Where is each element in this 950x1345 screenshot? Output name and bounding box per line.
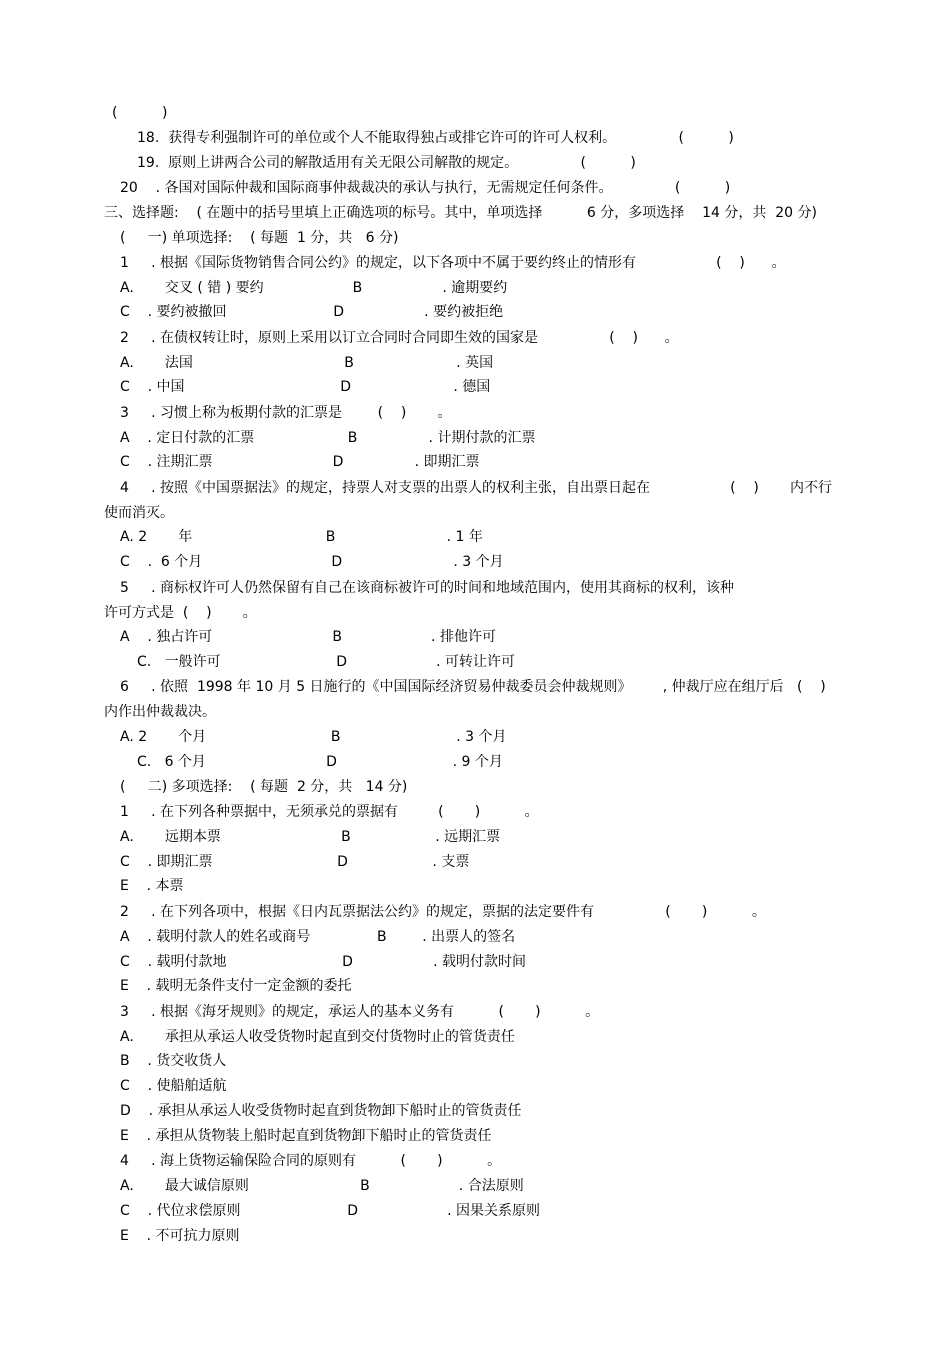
option-line: E . 承担从货物装上船时起直到货物卸下船时止的管货责任 xyxy=(120,1128,492,1144)
option-line: C . 代位求偿原则 D . 因果关系原则 xyxy=(120,1203,540,1219)
question-stem: 1 . 在下列各种票据中，无须承兑的票据有 ( ) 。 xyxy=(120,804,539,820)
text-line: ( ) xyxy=(112,105,168,121)
question-stem: 2 . 在下列各项中，根据《日内瓦票据法公约》的规定，票据的法定要件有 ( ) 。 xyxy=(120,904,766,920)
question-stem-continued: 许可方式是 ( ) 。 xyxy=(104,605,257,621)
option-line: A. 最大诚信原则 B . 合法原则 xyxy=(120,1178,524,1194)
question-stem: 1 . 根据《国际货物销售合同公约》的规定，以下各项中不属于要约终止的情形有 ( ) 。 xyxy=(120,255,786,271)
option-line: A. 2 年 B . 1 年 xyxy=(120,529,483,545)
option-line: A. 交叉 ( 错 ) 要约 B . 逾期要约 xyxy=(120,280,508,296)
option-line: B . 货交收货人 xyxy=(120,1053,227,1069)
question-stem: 4 . 海上货物运输保险合同的原则有 ( ) 。 xyxy=(120,1153,502,1169)
question-stem-continued: 内作出仲裁裁决。 xyxy=(104,704,216,720)
option-line: C . 即期汇票 D . 支票 xyxy=(120,854,470,870)
question-stem: 5 . 商标权许可人仍然保留有自己在该商标被许可的时间和地域范围内，使用其商标的权利，该种 xyxy=(120,580,735,596)
question-stem: 2 . 在债权转让时，原则上采用以订立合同时合同即生效的国家是 ( ) 。 xyxy=(120,330,679,346)
option-line: C . 要约被撤回 D . 要约被拒绝 xyxy=(120,304,504,320)
option-line: C. 6 个月 D . 9 个月 xyxy=(137,754,503,770)
question-stem: 4 . 按照《中国票据法》的规定，持票人对支票的出票人的权利主张，自出票日起在 ( ) 内不行 xyxy=(120,480,833,496)
option-line: A . 载明付款人的姓名或商号 B . 出票人的签名 xyxy=(120,929,516,945)
option-line: A . 独占许可 B . 排他许可 xyxy=(120,629,496,645)
text-line: 18. 获得专利强制许可的单位或个人不能取得独占或排它许可的许可人权利。 ( ) xyxy=(137,130,734,146)
option-line: A . 定日付款的汇票 B . 计期付款的汇票 xyxy=(120,430,536,446)
option-line: E . 载明无条件支付一定金额的委托 xyxy=(120,978,352,994)
section-heading: 三、选择题: ( 在题中的括号里填上正确选项的标号。其中，单项选择 6 分，多项选择 14 分，共 20 分) xyxy=(104,205,817,221)
text-line: 19. 原则上讲两合公司的解散适用有关无限公司解散的规定。 ( ) xyxy=(137,155,636,171)
option-line: C. 一般许可 D . 可转让许可 xyxy=(137,654,515,670)
option-line: D . 承担从承运人收受货物时起直到货物卸下船时止的管货责任 xyxy=(120,1103,522,1119)
question-stem: 3 . 习惯上称为板期付款的汇票是 ( ) 。 xyxy=(120,405,452,421)
option-line: A. 远期本票 B . 远期汇票 xyxy=(120,829,501,845)
subsection-heading: ( 二) 多项选择: ( 每题 2 分，共 14 分) xyxy=(120,779,408,795)
option-line: C . 载明付款地 D . 载明付款时间 xyxy=(120,954,526,970)
option-line: E . 本票 xyxy=(120,878,184,894)
option-line: C . 中国 D . 德国 xyxy=(120,379,491,395)
option-line: C . 注期汇票 D . 即期汇票 xyxy=(120,454,480,470)
text-line: 20 . 各国对国际仲裁和国际商事仲裁裁决的承认与执行，无需规定任何条件。 ( ) xyxy=(120,180,731,196)
question-stem: 6 . 依照 1998 年 10 月 5 日施行的《中国国际经济贸易仲裁委员会仲裁规则》 , 仲裁厅应在组厅后 ( ) xyxy=(120,679,826,695)
option-line: A. 法国 B . 英国 xyxy=(120,355,494,371)
option-line: A. 2 个月 B . 3 个月 xyxy=(120,729,507,745)
option-line: C . 使船舶适航 xyxy=(120,1078,227,1094)
option-line: E . 不可抗力原则 xyxy=(120,1228,240,1244)
question-stem-continued: 使而消灭。 xyxy=(104,505,174,521)
option-line: A. 承担从承运人收受货物时起直到交付货物时止的管货责任 xyxy=(120,1029,515,1045)
question-stem: 3 . 根据《海牙规则》的规定，承运人的基本义务有 ( ) 。 xyxy=(120,1004,600,1020)
option-line: C . 6 个月 D . 3 个月 xyxy=(120,554,504,570)
subsection-heading: ( 一) 单项选择: ( 每题 1 分，共 6 分) xyxy=(120,230,399,246)
